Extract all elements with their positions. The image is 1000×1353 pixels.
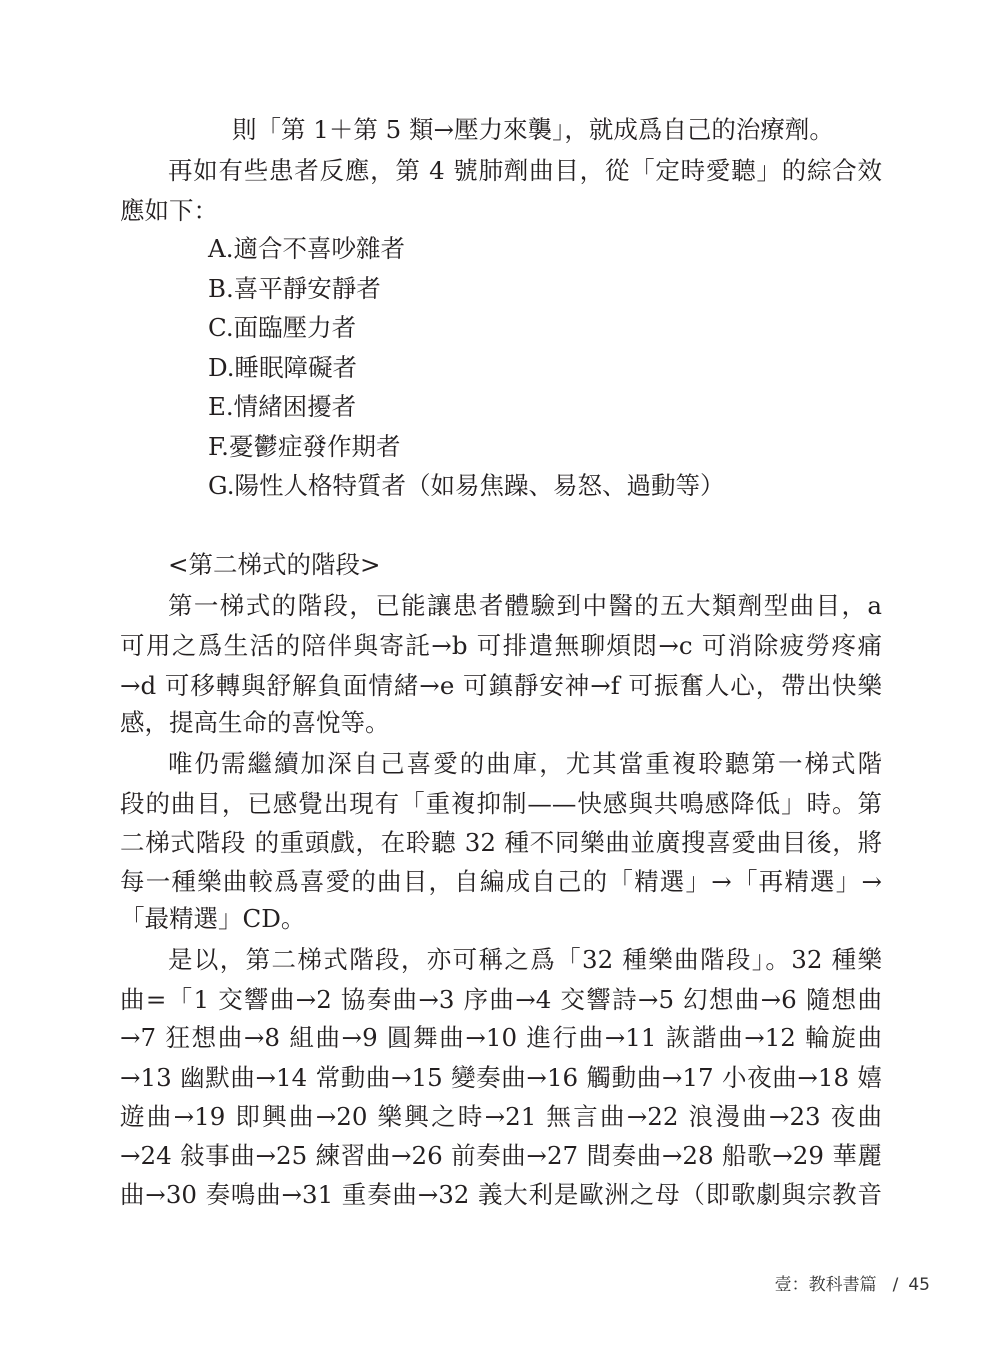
text-line: 「最精選」CD。 [120,904,306,933]
list-item: F.憂鬱症發作期者 [208,432,401,461]
footer-separator: / [892,1275,899,1295]
text-line: 則「第 1＋第 5 類→壓力來襲」，就成爲自己的治療劑。 [232,115,834,144]
text-line: 可用之爲生活的陪伴與寄託→b 可排遣無聊煩悶→c 可消除疲勞疼痛 [120,631,882,660]
text-line: 遊曲→19 即興曲→20 樂興之時→21 無言曲→22 浪漫曲→23 夜曲 [120,1102,882,1131]
list-item: E.情緒困擾者 [208,392,357,421]
text-line: 曲=「1 交響曲→2 協奏曲→3 序曲→4 交響詩→5 幻想曲→6 隨想曲 [120,985,882,1014]
text-line: →13 幽默曲→14 常動曲→15 變奏曲→16 觸動曲→17 小夜曲→18 嬉 [120,1063,882,1092]
footer-section-title: 壹：教科書篇 [774,1275,877,1295]
page-number: 45 [908,1275,930,1295]
text-line: →24 敍事曲→25 練習曲→26 前奏曲→27 間奏曲→28 船歌→29 華麗 [120,1141,882,1170]
text-line: 再如有些患者反應，第 4 號肺劑曲目，從「定時愛聽」的綜合效 [168,156,882,185]
section-heading: <第二梯式的階段> [168,550,381,579]
text-line: 段的曲目，已感覺出現有「重複抑制——快感與共鳴感降低」時。第 [120,789,882,818]
list-item: D.睡眠障礙者 [208,353,358,382]
page-footer [775,1270,930,1295]
text-line: 唯仍需繼續加深自己喜愛的曲庫，尤其當重複聆聽第一梯式階 [168,749,882,778]
list-item: G.陽性人格特質者（如易焦躁、易怒、過動等） [208,471,725,500]
text-line: 感，提高生命的喜悅等。 [120,708,390,737]
text-line: 每一種樂曲較爲喜愛的曲目，自編成自己的「精選」→「再精選」→ [120,867,882,896]
text-line: 是以，第二梯式階段，亦可稱之爲「32 種樂曲階段」。32 種樂 [168,945,882,974]
text-line: 二梯式階段 的重頭戲，在聆聽 32 種不同樂曲並廣搜喜愛曲目後，將 [120,828,882,857]
text-line: →d 可移轉與舒解負面情緒→e 可鎮靜安神→f 可振奮人心，帶出快樂 [120,671,882,700]
list-item: B.喜平靜安靜者 [208,274,381,303]
list-item: A.適合不喜吵雜者 [208,234,405,263]
list-item: C.面臨壓力者 [208,313,357,342]
text-line: 第一梯式的階段，已能讓患者體驗到中醫的五大類劑型曲目，a [168,591,882,620]
text-line: →7 狂想曲→8 組曲→9 圓舞曲→10 進行曲→11 詼諧曲→12 輪旋曲 [120,1023,882,1052]
text-line: 曲→30 奏鳴曲→31 重奏曲→32 義大利是歐洲之母（即歌劇與宗教音 [120,1180,882,1209]
text-line: 應如下： [120,196,218,225]
